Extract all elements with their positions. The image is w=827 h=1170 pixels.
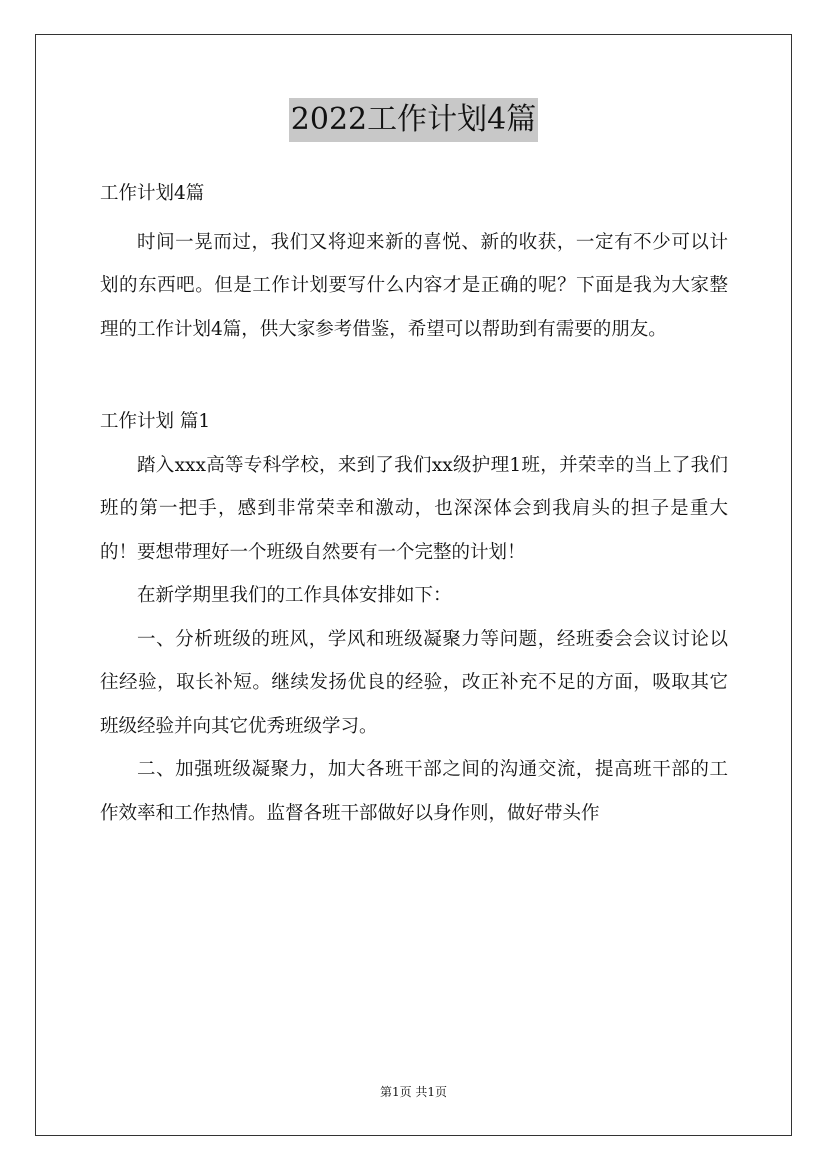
document-title: 2022工作计划4篇 <box>289 98 538 142</box>
section1-paragraph-4: 二、加强班级凝聚力，加大各班干部之间的沟通交流，提高班干部的工作效率和工作热情。监督各班干部做好以身作则，做好带头作 <box>100 759 728 824</box>
section1-heading: 工作计划 篇1 <box>100 411 211 432</box>
intro-heading: 工作计划4篇 <box>100 183 205 204</box>
section1-paragraph-1: 踏入xxx高等专科学校，来到了我们xx级护理1班，并荣幸的当上了我们班的第一把手，感到非常荣幸和激动，也深深体会到我肩头的担子是重大的！要想带理好一个班级自然要有一个完整的计划！ <box>100 454 728 563</box>
title-container <box>0 98 827 142</box>
spacer <box>100 351 728 400</box>
intro-paragraph: 时间一晃而过，我们又将迎来新的喜悦、新的收获，一定有不少可以计划的东西吧。但是工作计划要写什么内容才是正确的呢？下面是我为大家整理的工作计划4篇，供大家参考借鉴，希望可以帮助到有需要的朋友。 <box>100 231 728 340</box>
section1-paragraph-2: 在新学期里我们的工作具体安排如下： <box>137 585 452 606</box>
page-footer <box>0 1083 827 1101</box>
document-body <box>100 172 728 835</box>
section1-paragraph-3: 一、分析班级的班风，学风和班级凝聚力等问题，经班委会会议讨论以往经验，取长补短。继续发扬优良的经验，改正补充不足的方面，吸取其它班级经验并向其它优秀班级学习。 <box>100 628 728 737</box>
page-number: 第1页 共1页 <box>379 1085 448 1099</box>
